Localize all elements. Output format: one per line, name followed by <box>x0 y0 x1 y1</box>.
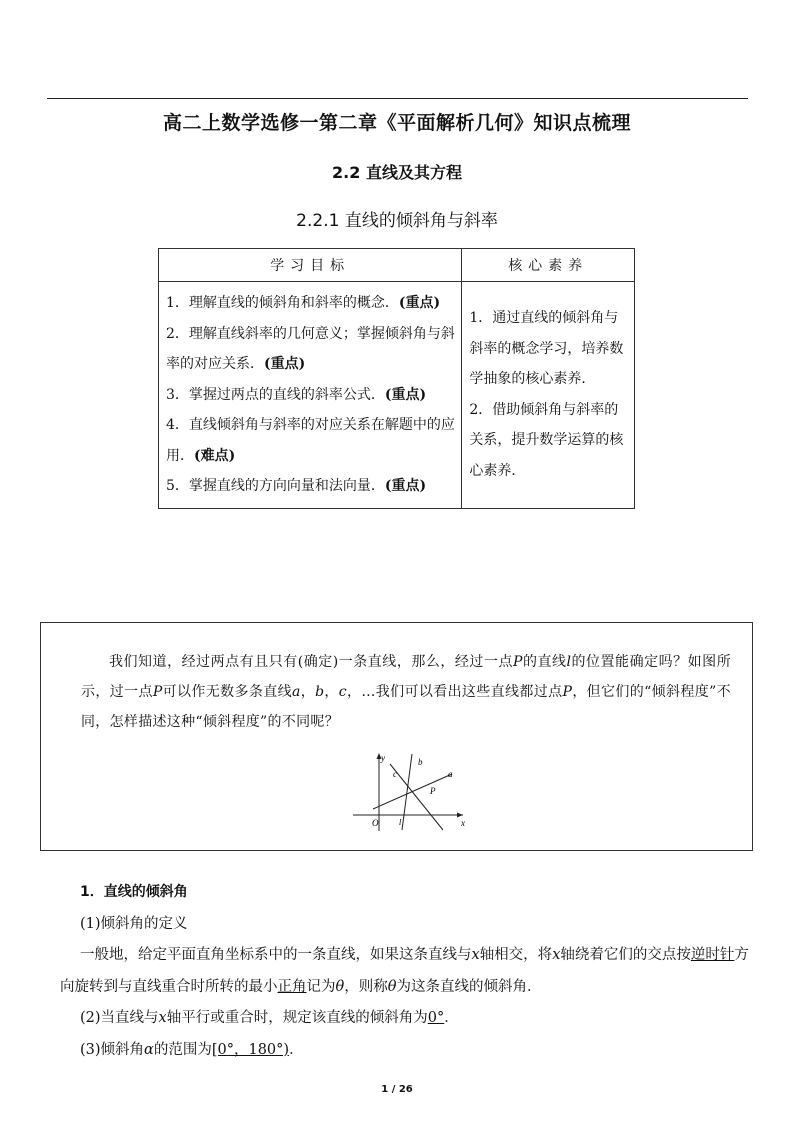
rule-paragraph-3: (3)倾斜角α的范围为[0°，180°)． <box>80 1041 304 1058</box>
goal-tag: (重点) <box>384 478 427 494</box>
body-content <box>60 877 750 1066</box>
x-axis-label: x <box>461 818 465 828</box>
line-c <box>390 764 443 830</box>
intro-box <box>40 622 753 851</box>
origin-label: O <box>372 818 379 828</box>
goal-tag: (重点) <box>384 386 427 403</box>
intro-paragraph: 我们知道，经过两点有且只有(确定)一条直线，那么，经过一点P的直线l的位置能确定吗？如图所示，过一点P可以作无数多条直线a，b，c，…我们可以看出这些直线都过点P，但它们的“倾斜程度”不同，怎样描述这种“倾斜程度”的不同呢？ <box>81 654 731 730</box>
goal-item: 1．理解直线的倾斜角和斜率的概念．(重点) <box>166 295 441 311</box>
line-c-label: c <box>393 769 397 779</box>
goal-tag: (重点) <box>398 295 441 311</box>
goal-item: 2．理解直线斜率的几何意义；掌握倾斜角与斜率的对应关系．(重点) <box>166 325 455 372</box>
subsection-title: 2.2.1 直线的倾斜角与斜率 <box>296 211 498 231</box>
goals-table-body-row <box>159 282 635 509</box>
rule-paragraph-2: (2)当直线与x轴平行或重合时，规定该直线的倾斜角为0°． <box>80 1010 459 1026</box>
goal-tag: (重点) <box>264 356 306 372</box>
goal-item: 5．掌握直线的方向向量和法向量．(重点) <box>166 478 427 494</box>
heading-inclination-angle: 1．直线的倾斜角 <box>80 884 188 900</box>
literacy-list <box>462 282 635 509</box>
point-p-label: P <box>430 786 436 796</box>
goal-item: 3．掌握过两点的直线的斜率公式．(重点) <box>166 386 427 403</box>
line-a-label: a <box>448 769 453 779</box>
page-title: 高二上数学选修一第二章《平面解析几何》知识点梳理 <box>162 112 631 134</box>
section-title: 2.2 直线及其方程 <box>332 163 462 182</box>
header-rule <box>47 98 748 99</box>
goals-table <box>158 248 635 509</box>
goal-tag: (难点) <box>194 447 236 464</box>
literacy-column-header: 核心素养 <box>462 249 635 282</box>
subheading-definition: (1)倾斜角的定义 <box>80 915 188 932</box>
line-b-label: b <box>418 757 423 767</box>
line-l-label: l <box>399 818 402 827</box>
goals-list <box>159 282 462 509</box>
definition-paragraph: 一般地，给定平面直角坐标系中的一条直线，如果这条直线与x轴相交，将x轴绕着它们的交点按逆时针方向旋转到与直线重合时所转的最小正角记为θ，则称θ为这条直线的倾斜角． <box>60 947 749 995</box>
goals-column-header: 学习目标 <box>159 249 462 282</box>
page-number: 1 / 26 <box>381 1084 413 1095</box>
goals-table-header-row <box>159 249 635 282</box>
goal-item: 4．直线倾斜角与斜率的对应关系在解题中的应用．(难点) <box>166 417 455 464</box>
literacy-item: 1．通过直线的倾斜角与斜率的概念学习，培养数学抽象的核心素养． <box>469 310 624 388</box>
x-axis-arrow <box>457 813 463 818</box>
y-axis-label: y <box>381 753 385 763</box>
lines-through-point-figure <box>351 751 521 841</box>
literacy-item: 2．借助倾斜角与斜率的关系，提升数学运算的核心素养． <box>469 401 624 479</box>
